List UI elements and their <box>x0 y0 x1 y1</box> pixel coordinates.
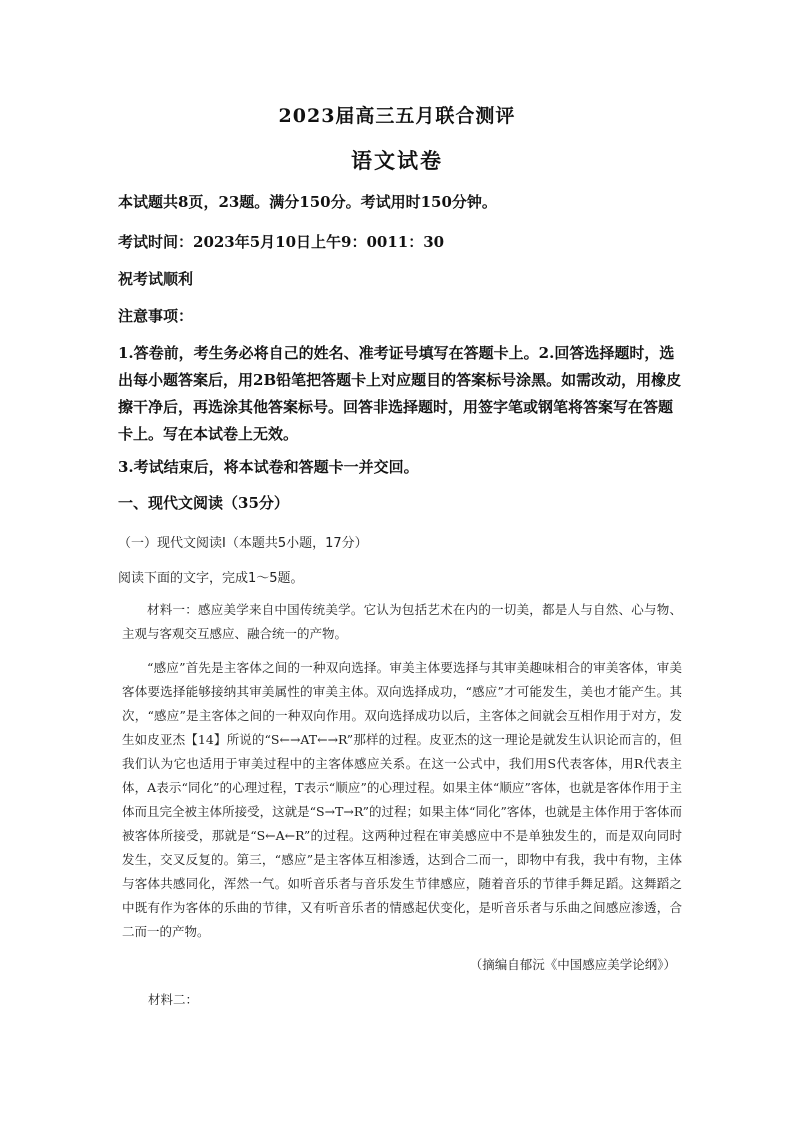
material-2-label: 材料二： <box>148 992 199 1007</box>
notes-item-1 <box>118 340 683 448</box>
material-1-intro <box>122 598 682 646</box>
good-luck: 祝考试顺利 <box>118 270 194 288</box>
material-1-intro-text: 材料一：感应美学来自中国传统美学。它认为包括艺术在内的一切美，都是人与自然、心与物、主观与客观交互感应、融合统一的产物。 <box>122 602 682 641</box>
material-1-body-text: “感应”首先是主客体之间的一种双向选择。审美主体要选择与其审美趣味相合的审美客体，审美客体要选择能够接纳其审美属性的审美主体。双向选择成功，“感应”才可能发生，美也才能产生。其次，“感应”是主客体之间的一种双向作用。双向选择成功以后，主客体之间就会互相作用于对方，发生如皮亚杰【14】所说的“S←→AT←→R”那样的过程。皮亚杰的这一理论是就发生认识论而言的，但我们认为它也适用于审美过程中的主客体感应关系。在这一公式中，我们用S代表客体，用R代表主体，A表示“同化”的心理过程，T表示“顺应”的心理过程。如果主体“顺应”客体，也就是客体作用于主体而且完全被主体所接受，这就是“S→T→R”的过程；如果主体“同化”客体，也就是主体作用于客体而被客体所接受，那就是“S←A←R”的过程。这两种过程在审美感应中不是单独发生的，而是双向同时发生，交叉反复的。第三，“感应”是主客体互相渗透，达到合二而一，即物中有我，我中有物，主体与客体共感同化，浑然一气。如听音乐者与音乐发生节律感应，随着音乐的节律手舞足蹈。这舞蹈之中既有作为客体的乐曲的节律，又有听音乐者的情感起伏变化，是听音乐者与乐曲之间感应渗透，合二而一的产物。 <box>122 660 682 939</box>
notes-item-3: 3.考试结束后，将本试卷和答题卡一并交回。 <box>118 458 419 476</box>
section-heading: 一、现代文阅读（35分） <box>118 494 289 512</box>
sub-section-heading: （一）现代文阅读Ⅰ（本题共5小题，17分） <box>118 536 368 551</box>
notes-heading: 注意事项： <box>118 307 194 325</box>
reading-instruction: 阅读下面的文字，完成1～5题。 <box>118 571 304 586</box>
material-1-body <box>122 656 682 944</box>
exam-time: 考试时间：2023年5月10日上午9：0011：30 <box>118 233 445 251</box>
exam-subtitle: 语文试卷 <box>351 148 443 173</box>
material-1-source: （摘编自郁沅《中国感应美学论纲》） <box>469 957 676 972</box>
exam-title: 2023届高三五月联合测评 <box>278 105 516 127</box>
pages-info: 本试题共8页，23题。满分150分。考试用时150分钟。 <box>118 193 497 211</box>
notes-item-1-text: 1.答卷前，考生务必将自己的姓名、准考证号填写在答题卡上。2.回答选择题时，选出每小题答案后，用2B铅笔把答题卡上对应题目的答案标号涂黑。如需改动，用橡皮擦干净后，再选涂其他答案标号。回答非选择题时，用签字笔或钢笔将答案写在答题卡上。写在本试卷上无效。 <box>118 344 682 443</box>
